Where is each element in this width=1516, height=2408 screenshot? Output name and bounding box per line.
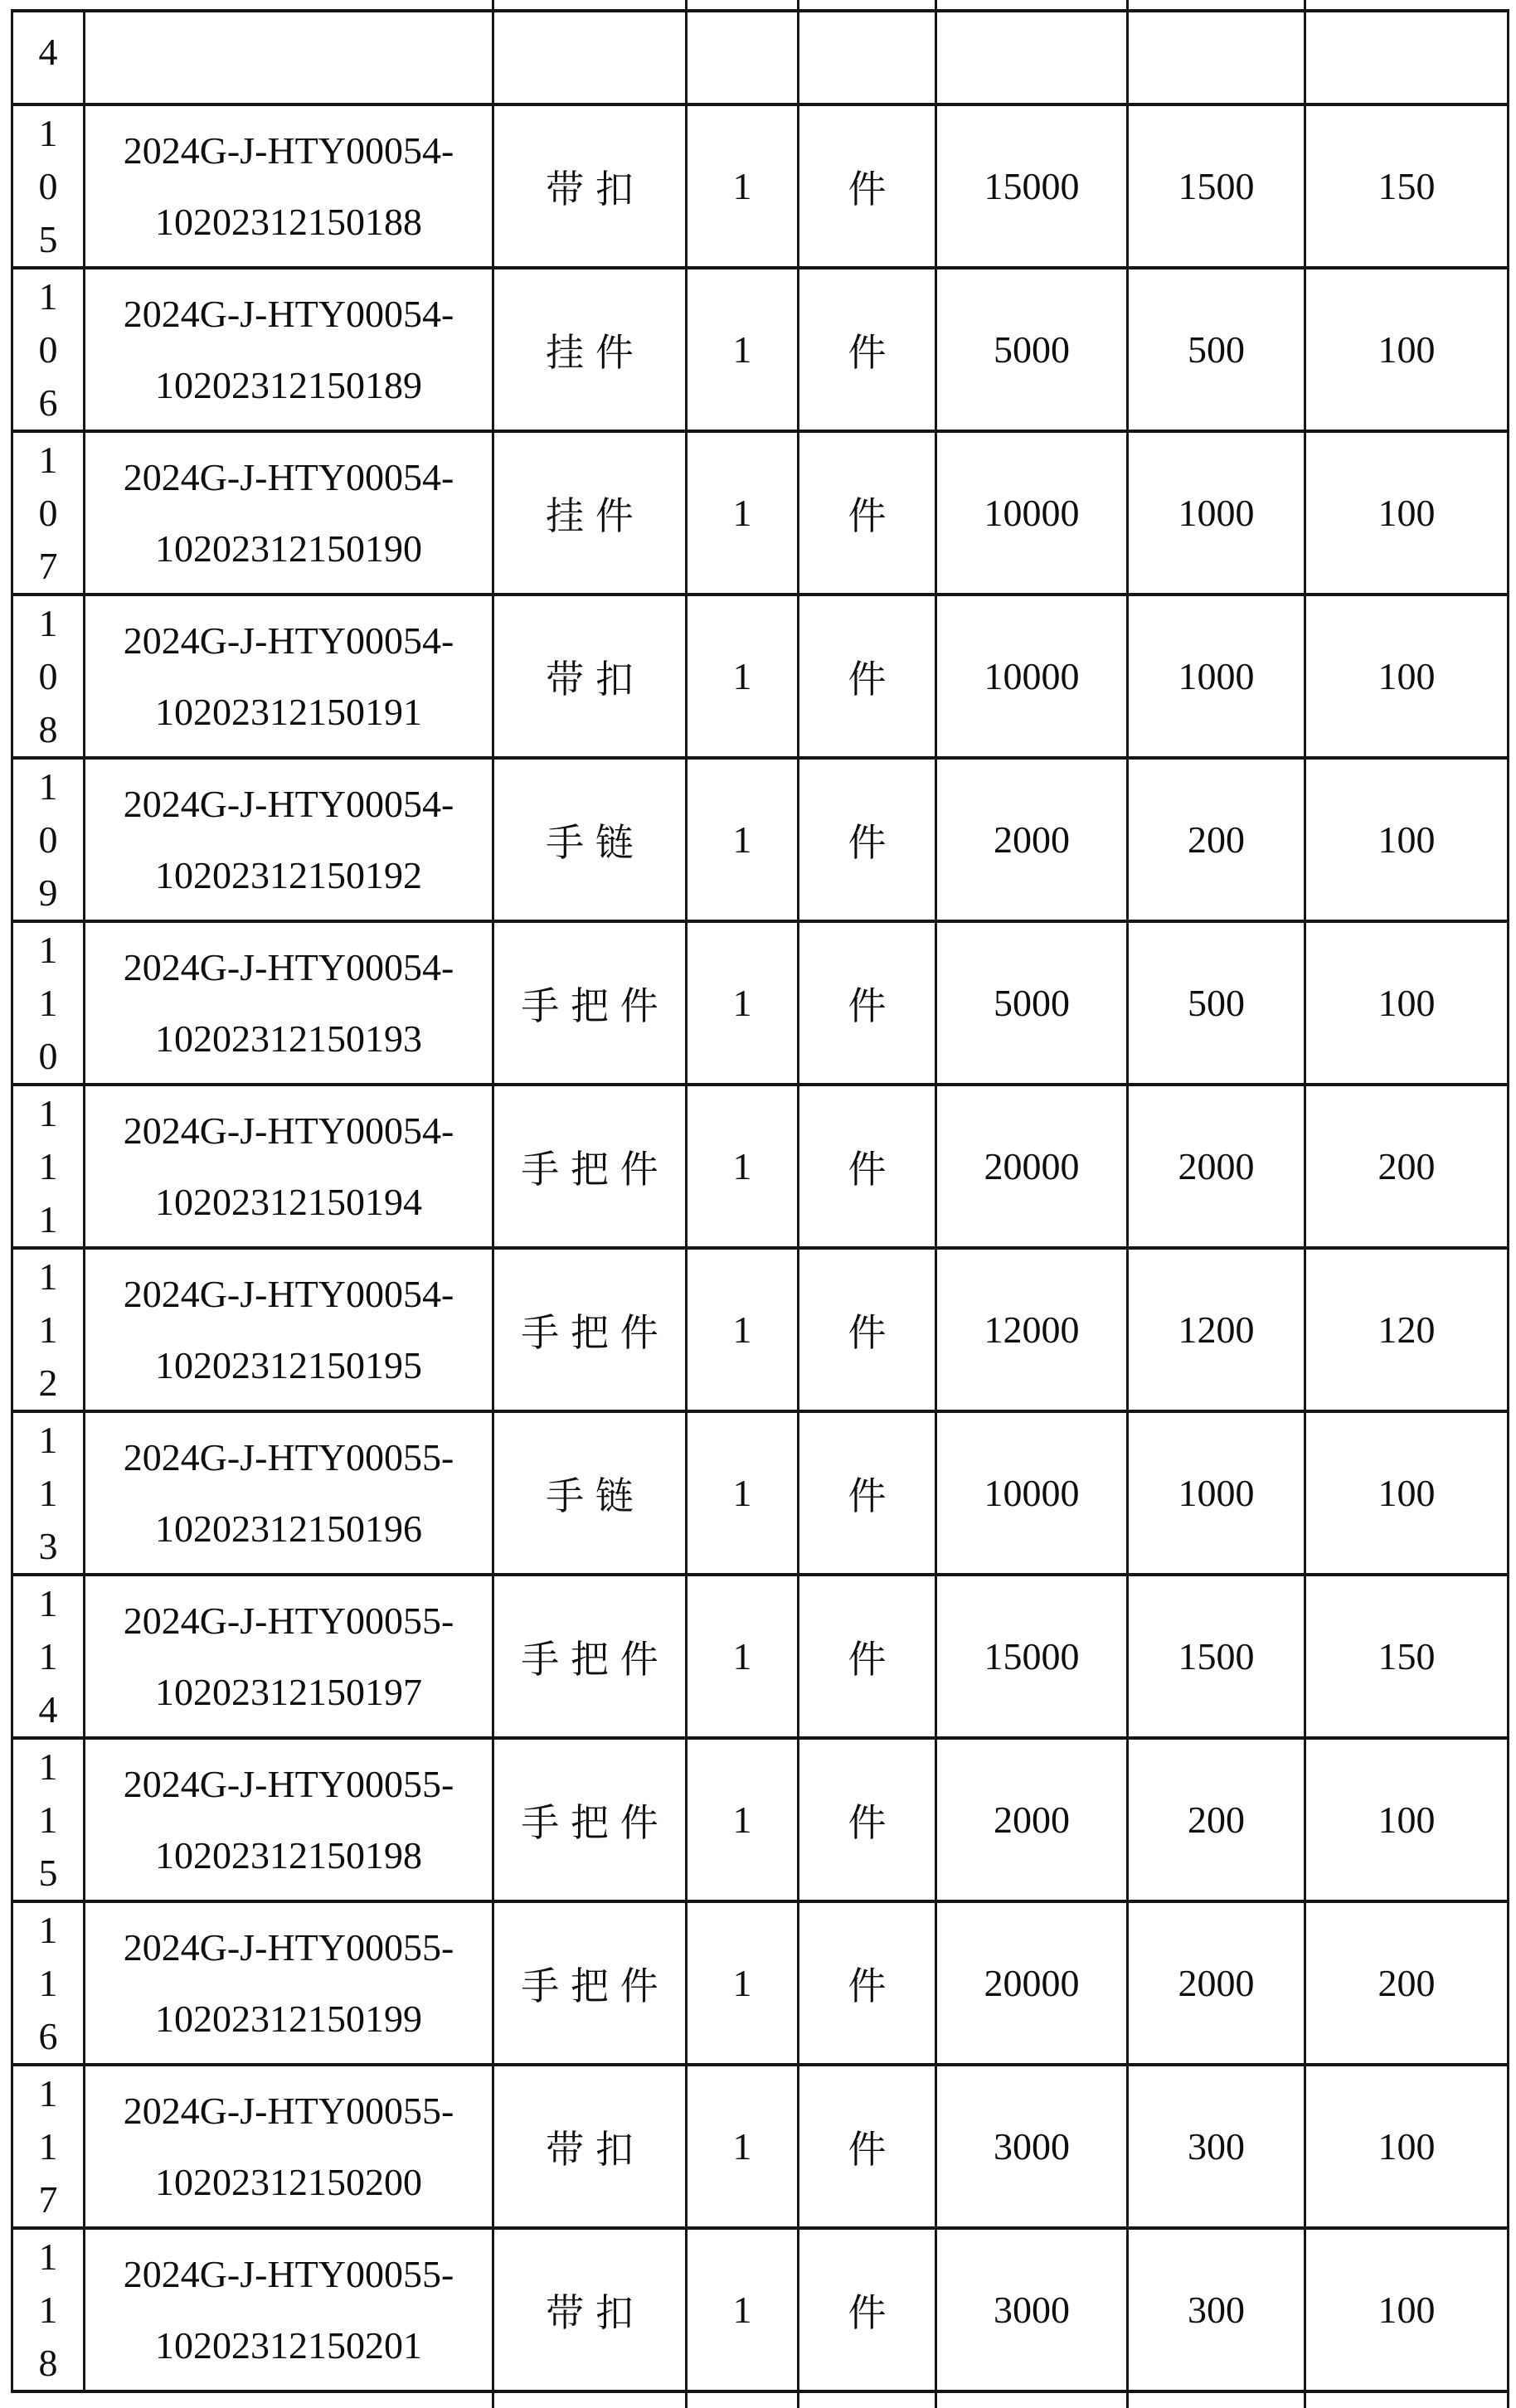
row-number-cell [13, 760, 85, 920]
row-number-cell [13, 2066, 85, 2226]
item-name-cell [494, 1413, 688, 1573]
column-border-stub [1507, 2393, 1509, 2408]
amount-1-cell: 15000 [937, 1576, 1129, 1736]
amount-2-cell: 2000 [1129, 1086, 1306, 1246]
amount-3-cell: 200 [1306, 1903, 1509, 2063]
lot-code-cell [85, 760, 494, 920]
lot-code-line: 2024G-J-HTY00054- [123, 619, 454, 662]
quantity-cell: 1 [688, 106, 799, 266]
lot-code-cell [85, 2230, 494, 2390]
column-border-stub [1126, 2393, 1129, 2408]
row-number-digit: 8 [38, 2341, 58, 2384]
column-border-stub [685, 2393, 688, 2408]
column-border-stub [935, 2393, 937, 2408]
lot-code-cell [85, 596, 494, 756]
row-number-digit: 7 [38, 544, 58, 587]
amount-2-cell: 1500 [1129, 1576, 1306, 1736]
row-number-digit: 4 [38, 30, 58, 73]
quantity-cell: 1 [688, 596, 799, 756]
lot-code-line: 2024G-J-HTY00054- [123, 129, 454, 172]
item-name-cell [494, 106, 688, 266]
lot-code-cell [85, 923, 494, 1083]
table-row [13, 1413, 1509, 1576]
row-number-digit: 1 [38, 111, 58, 154]
row-number-digit: 5 [38, 1851, 58, 1894]
row-number-digit: 9 [38, 871, 58, 914]
lot-code-line: 10202312150200 [155, 2160, 422, 2203]
quantity-cell: 1 [688, 1903, 799, 2063]
item-name-cell [494, 1576, 688, 1736]
row-number-digit: 1 [38, 1908, 58, 1951]
item-name: 挂件 [546, 494, 645, 537]
lot-code-line: 10202312150198 [155, 1833, 422, 1876]
row-number-digit: 1 [38, 274, 58, 318]
lot-code-line: 10202312150188 [155, 200, 422, 243]
table-row [13, 433, 1509, 596]
lot-code-cell [85, 1250, 494, 1410]
lot-code-line: 10202312150191 [155, 690, 422, 733]
lot-code-line: 10202312150192 [155, 853, 422, 896]
amount-3-cell [1306, 12, 1509, 103]
table-row [13, 1086, 1509, 1250]
amount-3-cell: 150 [1306, 106, 1509, 266]
lot-code-line: 2024G-J-HTY00055- [123, 1762, 454, 1805]
lot-code-cell [85, 2066, 494, 2226]
row-number-digit: 1 [38, 1091, 58, 1134]
unit-cell: 件 [799, 596, 937, 756]
amount-2-cell [1129, 12, 1306, 103]
amount-2-cell: 1000 [1129, 433, 1306, 593]
lot-code-cell [85, 1413, 494, 1573]
quantity-cell: 1 [688, 1250, 799, 1410]
lot-code-cell [85, 1740, 494, 1900]
amount-2-cell: 2000 [1129, 1903, 1306, 2063]
amount-3-cell: 120 [1306, 1250, 1509, 1410]
row-number-digit: 1 [38, 1197, 58, 1240]
unit-cell: 件 [799, 1086, 937, 1246]
amount-3-cell: 100 [1306, 269, 1509, 430]
amount-1-cell: 20000 [937, 1086, 1129, 1246]
lot-code-line: 2024G-J-HTY00055- [123, 1435, 454, 1478]
row-number-cell [13, 269, 85, 430]
row-number-cell [13, 596, 85, 756]
unit-cell: 件 [799, 2066, 937, 2226]
unit-cell: 件 [799, 106, 937, 266]
row-number-digit: 0 [38, 491, 58, 534]
row-number-cell [13, 2230, 85, 2390]
table-rows [13, 106, 1509, 2393]
lot-code-line: 2024G-J-HTY00054- [123, 455, 454, 498]
lot-code-line: 10202312150189 [155, 363, 422, 406]
quantity-cell [688, 12, 799, 103]
item-name: 带扣 [546, 658, 645, 701]
column-border-stub [492, 0, 494, 9]
row-number-cell [13, 12, 85, 103]
quantity-cell: 1 [688, 269, 799, 430]
column-border-stub [1304, 2393, 1306, 2408]
amount-3-cell: 100 [1306, 1740, 1509, 1900]
lot-code-line: 10202312150195 [155, 1343, 422, 1386]
lot-code-line: 10202312150197 [155, 1670, 422, 1713]
item-name-cell [494, 269, 688, 430]
amount-2-cell: 200 [1129, 1740, 1306, 1900]
item-name: 手把件 [521, 1311, 670, 1354]
row-number-cell [13, 1250, 85, 1410]
table-row [13, 2066, 1509, 2230]
amount-1-cell: 20000 [937, 1903, 1129, 2063]
quantity-cell: 1 [688, 1576, 799, 1736]
item-name-cell [494, 1903, 688, 2063]
column-border-stub [1126, 0, 1129, 9]
item-name: 手把件 [521, 1148, 670, 1191]
table-row [13, 106, 1509, 269]
amount-3-cell: 100 [1306, 923, 1509, 1083]
amount-2-cell: 500 [1129, 269, 1306, 430]
row-number-cell [13, 1903, 85, 2063]
item-name: 带扣 [546, 2128, 645, 2171]
lot-code-cell [85, 1086, 494, 1246]
amount-1-cell: 12000 [937, 1250, 1129, 1410]
row-number-digit: 4 [38, 1687, 58, 1731]
table-row [13, 923, 1509, 1086]
amount-1-cell: 5000 [937, 923, 1129, 1083]
column-border-stub [935, 0, 937, 9]
column-border-stub [797, 2393, 799, 2408]
row-number-digit: 1 [38, 1144, 58, 1187]
row-number-cell [13, 1086, 85, 1246]
table-row [13, 2230, 1509, 2393]
quantity-cell: 1 [688, 1740, 799, 1900]
row-number-digit: 1 [38, 2235, 58, 2278]
row-number-digit: 6 [38, 2014, 58, 2057]
row-number-digit: 1 [38, 2124, 58, 2168]
row-number-digit: 1 [38, 1745, 58, 1788]
amount-3-cell: 100 [1306, 760, 1509, 920]
row-number-cell [13, 1413, 85, 1573]
row-number-cell [13, 1740, 85, 1900]
unit-cell: 件 [799, 760, 937, 920]
item-name-cell [494, 923, 688, 1083]
lot-code-line: 10202312150190 [155, 527, 422, 570]
row-number-digit: 1 [38, 601, 58, 644]
item-name-cell [494, 1086, 688, 1246]
amount-1-cell: 3000 [937, 2066, 1129, 2226]
amount-2-cell: 1200 [1129, 1250, 1306, 1410]
lot-code-line: 2024G-J-HTY00054- [123, 1109, 454, 1152]
row-number-digit: 2 [38, 1361, 58, 1404]
amount-1-cell: 10000 [937, 433, 1129, 593]
lot-code-line: 10202312150196 [155, 1507, 422, 1550]
item-name: 手链 [546, 821, 645, 864]
amount-3-cell: 100 [1306, 433, 1509, 593]
lot-code-line: 10202312150199 [155, 1997, 422, 2040]
lot-code-line: 2024G-J-HTY00054- [123, 945, 454, 988]
table-row [13, 1740, 1509, 1903]
lot-code-line: 2024G-J-HTY00055- [123, 2089, 454, 2132]
lot-code-cell [85, 269, 494, 430]
unit-cell: 件 [799, 2230, 937, 2390]
row-number-digit: 3 [38, 1524, 58, 1567]
item-name-cell [494, 596, 688, 756]
quantity-cell: 1 [688, 760, 799, 920]
row-number-digit: 6 [38, 381, 58, 424]
quantity-cell: 1 [688, 2230, 799, 2390]
row-number-digit: 1 [38, 1255, 58, 1298]
row-number-digit: 1 [38, 981, 58, 1024]
table-row [13, 269, 1509, 433]
column-border-stub [797, 0, 799, 9]
lot-code-line: 2024G-J-HTY00055- [123, 1925, 454, 1969]
table-row [13, 1250, 1509, 1413]
table-row [13, 760, 1509, 923]
lot-code-cell [85, 433, 494, 593]
amount-2-cell: 200 [1129, 760, 1306, 920]
item-name-cell [494, 760, 688, 920]
item-name: 手把件 [521, 1638, 670, 1681]
lot-code-line: 10202312150194 [155, 1180, 422, 1223]
amount-2-cell: 1500 [1129, 106, 1306, 266]
item-name-cell [494, 433, 688, 593]
amount-1-cell: 3000 [937, 2230, 1129, 2390]
lot-code-line: 2024G-J-HTY00054- [123, 1272, 454, 1315]
item-name: 带扣 [546, 2291, 645, 2334]
lot-code-cell [85, 1903, 494, 2063]
unit-cell: 件 [799, 1740, 937, 1900]
row-number-digit: 0 [38, 654, 58, 697]
lot-code-line: 2024G-J-HTY00054- [123, 782, 454, 825]
item-name: 手把件 [521, 1801, 670, 1844]
row-number-digit: 1 [38, 2288, 58, 2331]
amount-3-cell: 100 [1306, 2066, 1509, 2226]
amount-3-cell: 100 [1306, 596, 1509, 756]
amount-3-cell: 100 [1306, 2230, 1509, 2390]
item-name-cell [494, 2066, 688, 2226]
amount-1-cell: 2000 [937, 1740, 1129, 1900]
lot-code-cell [85, 1576, 494, 1736]
unit-cell: 件 [799, 1576, 937, 1736]
amount-2-cell: 1000 [1129, 596, 1306, 756]
column-border-stub [1304, 0, 1306, 9]
item-name: 手链 [546, 1474, 645, 1517]
row-number-digit: 7 [38, 2177, 58, 2221]
amount-2-cell: 500 [1129, 923, 1306, 1083]
item-name: 带扣 [546, 167, 645, 211]
row-number-digit: 1 [38, 1634, 58, 1677]
lot-code-cell [85, 106, 494, 266]
table-row [13, 596, 1509, 760]
lot-code-line: 2024G-J-HTY00054- [123, 292, 454, 335]
row-number-digit: 1 [38, 1581, 58, 1624]
row-number-digit: 1 [38, 1471, 58, 1514]
column-border-stub [492, 2393, 494, 2408]
table-row [13, 1576, 1509, 1740]
item-name-cell [494, 1740, 688, 1900]
quantity-cell: 1 [688, 1086, 799, 1246]
item-name-cell [494, 12, 688, 103]
row-number-digit: 0 [38, 328, 58, 371]
quantity-cell: 1 [688, 433, 799, 593]
quantity-cell: 1 [688, 2066, 799, 2226]
unit-cell: 件 [799, 1250, 937, 1410]
table-row [13, 1903, 1509, 2066]
lot-code-line: 2024G-J-HTY00055- [123, 1599, 454, 1642]
lot-code-line: 10202312150193 [155, 1017, 422, 1060]
amount-3-cell: 100 [1306, 1413, 1509, 1573]
unit-cell [799, 12, 937, 103]
amount-1-cell: 2000 [937, 760, 1129, 920]
amount-1-cell: 10000 [937, 596, 1129, 756]
row-number-digit: 1 [38, 2071, 58, 2114]
row-number-cell [13, 106, 85, 266]
unit-cell: 件 [799, 923, 937, 1083]
amount-3-cell: 200 [1306, 1086, 1509, 1246]
amount-2-cell: 300 [1129, 2230, 1306, 2390]
column-border-stub [685, 0, 688, 9]
auction-items-table [11, 9, 1509, 2393]
row-number-digit: 1 [38, 928, 58, 971]
row-number-digit: 1 [38, 438, 58, 481]
amount-1-cell: 5000 [937, 269, 1129, 430]
amount-2-cell: 300 [1129, 2066, 1306, 2226]
unit-cell: 件 [799, 433, 937, 593]
amount-1-cell [937, 12, 1129, 103]
row-number-digit: 5 [38, 217, 58, 260]
unit-cell: 件 [799, 1903, 937, 2063]
row-number-digit: 1 [38, 1961, 58, 2004]
amount-2-cell: 1000 [1129, 1413, 1306, 1573]
quantity-cell: 1 [688, 923, 799, 1083]
row-number-digit: 0 [38, 164, 58, 207]
row-number-digit: 1 [38, 765, 58, 808]
row-number-digit: 8 [38, 707, 58, 750]
amount-1-cell: 15000 [937, 106, 1129, 266]
item-name: 挂件 [546, 331, 645, 374]
unit-cell: 件 [799, 1413, 937, 1573]
lot-code-line: 10202312150201 [155, 2323, 422, 2367]
amount-1-cell: 10000 [937, 1413, 1129, 1573]
row-number-digit: 0 [38, 1034, 58, 1077]
row-number-digit: 1 [38, 1798, 58, 1841]
quantity-cell: 1 [688, 1413, 799, 1573]
amount-3-cell: 150 [1306, 1576, 1509, 1736]
row-number-digit: 1 [38, 1308, 58, 1351]
item-name: 手把件 [521, 984, 670, 1027]
item-name-cell [494, 2230, 688, 2390]
row-number-digit: 0 [38, 818, 58, 861]
row-number-cell [13, 1576, 85, 1736]
row-number-cell [13, 433, 85, 593]
item-name: 手把件 [521, 1964, 670, 2007]
row-number-cell [13, 923, 85, 1083]
lot-code-line: 2024G-J-HTY00055- [123, 2252, 454, 2295]
table-row-partial-104 [13, 12, 1509, 106]
item-name-cell [494, 1250, 688, 1410]
lot-code-cell [85, 12, 494, 103]
unit-cell: 件 [799, 269, 937, 430]
row-number-digit: 1 [38, 1418, 58, 1461]
